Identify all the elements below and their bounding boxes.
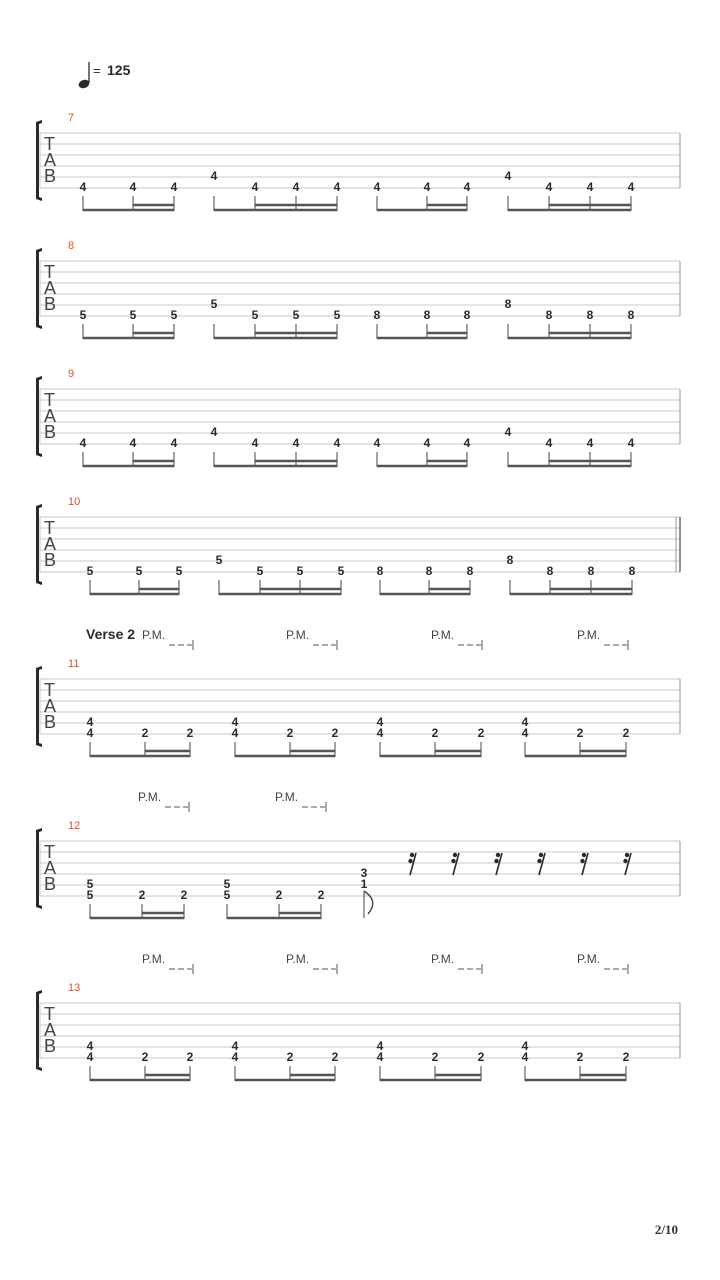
fret-number: 5 bbox=[337, 564, 345, 578]
measure-number: 10 bbox=[68, 496, 81, 508]
tab-clef-letter: B bbox=[44, 422, 57, 442]
fret-number: 2 bbox=[576, 1050, 584, 1064]
palm-mute-label: P.M. bbox=[431, 952, 455, 966]
eighth-flag-icon bbox=[364, 891, 373, 914]
fret-number: 4 bbox=[129, 436, 137, 450]
measure-number: 8 bbox=[68, 240, 75, 252]
fret-number: 8 bbox=[463, 308, 471, 322]
tab-clef-letter: A bbox=[44, 406, 57, 426]
tab-clef-letter: A bbox=[44, 1020, 57, 1040]
rest-dot bbox=[494, 859, 498, 863]
fret-number: 5 bbox=[86, 877, 94, 891]
fret-number: 5 bbox=[175, 564, 183, 578]
fret-number: 5 bbox=[210, 297, 218, 311]
fret-number: 2 bbox=[622, 1050, 630, 1064]
fret-number: 8 bbox=[373, 308, 381, 322]
tab-clef-letter: T bbox=[44, 680, 55, 700]
tab-clef-letter: B bbox=[44, 1036, 57, 1056]
fret-number: 2 bbox=[141, 726, 149, 740]
measure-number: 11 bbox=[68, 658, 80, 670]
fret-number: 2 bbox=[431, 1050, 439, 1064]
system-bracket bbox=[36, 376, 42, 457]
fret-number: 4 bbox=[231, 715, 239, 729]
rest-dot bbox=[408, 859, 412, 863]
fret-number: 8 bbox=[627, 308, 635, 322]
system-bracket bbox=[36, 666, 42, 747]
rest-dot bbox=[625, 853, 629, 857]
fret-number: 2 bbox=[186, 726, 194, 740]
rest-dot bbox=[410, 853, 414, 857]
fret-number: 5 bbox=[79, 308, 87, 322]
measure-number: 9 bbox=[68, 368, 75, 380]
system-bracket bbox=[36, 120, 42, 201]
fret-number: 4 bbox=[586, 436, 594, 450]
measure-number: 7 bbox=[68, 112, 75, 124]
fret-number: 2 bbox=[431, 726, 439, 740]
fret-number: 8 bbox=[545, 308, 553, 322]
fret-number: 5 bbox=[223, 888, 231, 902]
fret-number: 4 bbox=[292, 436, 300, 450]
fret-number: 4 bbox=[545, 436, 553, 450]
tab-clef-letter: B bbox=[44, 874, 57, 894]
fret-number: 1 bbox=[360, 877, 368, 891]
rest-dot bbox=[451, 859, 455, 863]
fret-number: 4 bbox=[504, 169, 512, 183]
fret-number: 2 bbox=[317, 888, 325, 902]
fret-number: 2 bbox=[477, 1050, 485, 1064]
fret-number: 2 bbox=[331, 726, 339, 740]
rest-dot bbox=[539, 853, 543, 857]
fret-number: 8 bbox=[587, 564, 595, 578]
fret-number: 2 bbox=[275, 888, 283, 902]
fret-number: 2 bbox=[138, 888, 146, 902]
fret-number: 4 bbox=[627, 180, 635, 194]
fret-number: 8 bbox=[423, 308, 431, 322]
tab-clef-letter: A bbox=[44, 858, 57, 878]
fret-number: 2 bbox=[477, 726, 485, 740]
tab-clef-letter: B bbox=[44, 166, 57, 186]
fret-number: 4 bbox=[463, 436, 471, 450]
fret-number: 8 bbox=[628, 564, 636, 578]
rest-dot bbox=[582, 853, 586, 857]
rest-dot bbox=[496, 853, 500, 857]
rest-dot bbox=[537, 859, 541, 863]
fret-number: 4 bbox=[170, 436, 178, 450]
fret-number: 4 bbox=[86, 1050, 94, 1064]
fret-number: 5 bbox=[223, 877, 231, 891]
tab-clef-letter: A bbox=[44, 696, 57, 716]
system-bracket bbox=[36, 990, 42, 1071]
fret-number: 4 bbox=[545, 180, 553, 194]
palm-mute-label: P.M. bbox=[577, 952, 601, 966]
fret-number: 3 bbox=[360, 866, 368, 880]
tab-clef-letter: A bbox=[44, 150, 57, 170]
system-bracket bbox=[36, 504, 42, 585]
fret-number: 5 bbox=[215, 553, 223, 567]
fret-number: 4 bbox=[586, 180, 594, 194]
tempo-value: 125 bbox=[107, 62, 131, 78]
measure-number: 13 bbox=[68, 982, 81, 994]
tab-clef-letter: B bbox=[44, 550, 57, 570]
fret-number: 4 bbox=[376, 1050, 384, 1064]
page-number: 2/10 bbox=[654, 1222, 678, 1237]
fret-number: 4 bbox=[86, 726, 94, 740]
tab-clef-letter: T bbox=[44, 842, 55, 862]
system-bracket bbox=[36, 248, 42, 329]
fret-number: 2 bbox=[180, 888, 188, 902]
fret-number: 4 bbox=[86, 1039, 94, 1053]
fret-number: 4 bbox=[504, 425, 512, 439]
fret-number: 4 bbox=[376, 715, 384, 729]
fret-number: 4 bbox=[521, 726, 529, 740]
fret-number: 4 bbox=[376, 726, 384, 740]
fret-number: 4 bbox=[231, 1039, 239, 1053]
rest-dot bbox=[623, 859, 627, 863]
fret-number: 4 bbox=[210, 169, 218, 183]
fret-number: 4 bbox=[521, 1039, 529, 1053]
tab-clef-letter: T bbox=[44, 262, 55, 282]
fret-number: 4 bbox=[251, 180, 259, 194]
fret-number: 5 bbox=[256, 564, 264, 578]
fret-number: 4 bbox=[423, 180, 431, 194]
rest-dot bbox=[580, 859, 584, 863]
tab-clef-letter: A bbox=[44, 534, 57, 554]
fret-number: 8 bbox=[546, 564, 554, 578]
fret-number: 2 bbox=[576, 726, 584, 740]
palm-mute-label: P.M. bbox=[142, 952, 166, 966]
fret-number: 4 bbox=[373, 436, 381, 450]
fret-number: 4 bbox=[521, 715, 529, 729]
fret-number: 4 bbox=[86, 715, 94, 729]
tab-clef-letter: B bbox=[44, 294, 57, 314]
fret-number: 4 bbox=[333, 436, 341, 450]
tempo-equals: = bbox=[93, 63, 101, 78]
tab-clef-letter: T bbox=[44, 518, 55, 538]
fret-number: 4 bbox=[79, 180, 87, 194]
fret-number: 8 bbox=[586, 308, 594, 322]
fret-number: 2 bbox=[186, 1050, 194, 1064]
fret-number: 5 bbox=[129, 308, 137, 322]
fret-number: 4 bbox=[251, 436, 259, 450]
fret-number: 4 bbox=[463, 180, 471, 194]
fret-number: 8 bbox=[425, 564, 433, 578]
fret-number: 2 bbox=[141, 1050, 149, 1064]
tab-clef-letter: T bbox=[44, 134, 55, 154]
palm-mute-label: P.M. bbox=[286, 952, 310, 966]
palm-mute-label: P.M. bbox=[577, 628, 601, 642]
fret-number: 5 bbox=[86, 564, 94, 578]
fret-number: 8 bbox=[466, 564, 474, 578]
fret-number: 4 bbox=[627, 436, 635, 450]
tab-clef-letter: A bbox=[44, 278, 57, 298]
fret-number: 5 bbox=[251, 308, 259, 322]
fret-number: 4 bbox=[210, 425, 218, 439]
fret-number: 8 bbox=[376, 564, 384, 578]
fret-number: 5 bbox=[135, 564, 143, 578]
palm-mute-label: P.M. bbox=[138, 790, 162, 804]
rest-dot bbox=[453, 853, 457, 857]
tab-clef-letter: B bbox=[44, 712, 57, 732]
fret-number: 4 bbox=[231, 726, 239, 740]
fret-number: 5 bbox=[333, 308, 341, 322]
fret-number: 8 bbox=[504, 297, 512, 311]
fret-number: 4 bbox=[170, 180, 178, 194]
fret-number: 5 bbox=[296, 564, 304, 578]
measure-number: 12 bbox=[68, 820, 81, 832]
system-bracket bbox=[36, 828, 42, 909]
fret-number: 8 bbox=[506, 553, 514, 567]
fret-number: 4 bbox=[373, 180, 381, 194]
fret-number: 5 bbox=[292, 308, 300, 322]
fret-number: 4 bbox=[129, 180, 137, 194]
fret-number: 4 bbox=[292, 180, 300, 194]
fret-number: 4 bbox=[333, 180, 341, 194]
palm-mute-label: P.M. bbox=[286, 628, 310, 642]
fret-number: 4 bbox=[521, 1050, 529, 1064]
palm-mute-label: P.M. bbox=[142, 628, 166, 642]
fret-number: 2 bbox=[331, 1050, 339, 1064]
fret-number: 5 bbox=[86, 888, 94, 902]
fret-number: 4 bbox=[423, 436, 431, 450]
tab-clef-letter: T bbox=[44, 1004, 55, 1024]
tab-clef-letter: T bbox=[44, 390, 55, 410]
fret-number: 4 bbox=[231, 1050, 239, 1064]
fret-number: 2 bbox=[622, 726, 630, 740]
fret-number: 2 bbox=[286, 726, 294, 740]
palm-mute-label: P.M. bbox=[431, 628, 455, 642]
fret-number: 2 bbox=[286, 1050, 294, 1064]
fret-number: 4 bbox=[79, 436, 87, 450]
fret-number: 4 bbox=[376, 1039, 384, 1053]
fret-number: 5 bbox=[170, 308, 178, 322]
section-label: Verse 2 bbox=[86, 626, 136, 642]
palm-mute-label: P.M. bbox=[275, 790, 299, 804]
